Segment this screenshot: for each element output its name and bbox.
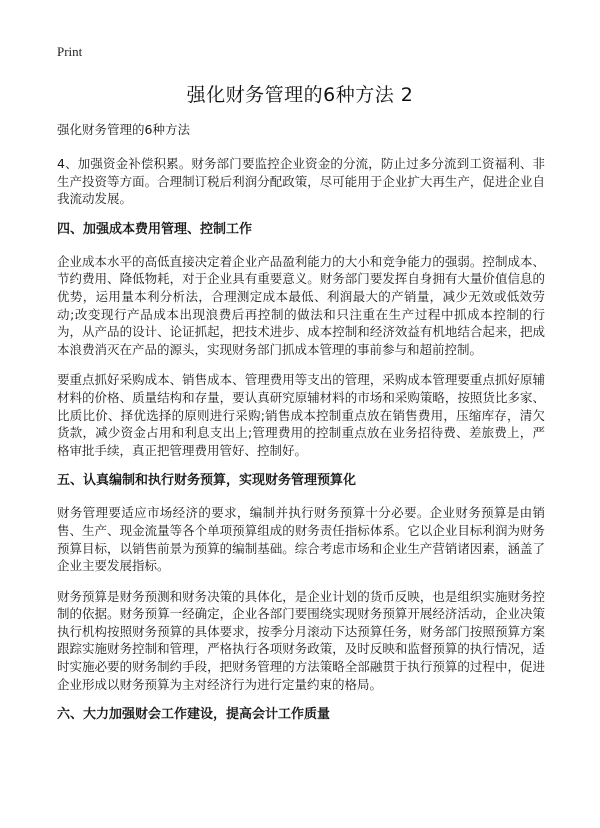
article-subtitle: 强化财务管理的6种方法 [57, 122, 190, 137]
section-heading-budgeting: 五、认真编制和执行财务预算，实现财务管理预算化 [57, 473, 357, 489]
section-heading-accounting-quality: 六、大力加强财会工作建设，提高会计工作质量 [57, 707, 331, 723]
paragraph-capital-accumulation: 4、加强资金补偿积累。财务部门要监控企业资金的分流，防止过多分流到工资福利、非生产投资等方面。合理制订税后利润分配政策，尽可能用于企业扩大再生产，促进企业自我流动发展。 [57, 156, 545, 207]
section-heading-cost-control: 四、加强成本费用管理、控制工作 [57, 221, 253, 237]
paragraph-budget-execution: 财务预算是财务预测和财务决策的具体化，是企业计划的货币反映，也是组织实施财务控制的依据。财务预算一经确定，企业各部门要围绕实现财务预算开展经济活动，企业决策执行机构按照财务预算的具体要求，按季分月滚动下达预算任务，财务部门按照预算方案跟踪实施财务控制和管理，严格执行各项财务政策，及时反映和监督预算的执行情况，适时实施必要的财务制约手段，把财务管理的方法策略全部融贯于执行预算的过程中，促进企业形成以财务预算为主对经济行为进行定量约束的格局。 [57, 588, 545, 692]
paragraph-cost-level: 企业成本水平的高低直接决定着企业产品盈利能力的大小和竞争能力的强弱。控制成本、节约费用、降低物耗，对于企业具有重要意义。财务部门要发挥自身拥有大量价值信息的优势，运用量本利分析法，合理测定成本最低、利润最大的产销量，减少无效或低效劳动;改变现行产品成本出现浪费后再控制的做法和只注重在生产过程中抓成本控制的行为，从产品的设计、论证抓起，把技术进步、成本控制和经济效益有机地结合起来，把成本浪费消灭在产品的源头，实现财务部门抓成本管理的事前参与和超前控制。 [57, 253, 545, 357]
article-body [57, 121, 545, 738]
paragraph-procurement-costs: 要重点抓好采购成本、销售成本、管理费用等支出的管理，采购成本管理要重点抓好原辅材料的价格、质量结构和存量，要认真研究原辅材料的市场和采购策略，按照货比多家、比质比价、择优选择的原则进行采购;销售成本控制重点放在销售费用，压缩库存，清欠货款，减少资金占用和利息支出上;管理费用的控制重点放在业务招待费、差旅费上，严格审批手续，真正把管理费用管好、控制好。 [57, 372, 545, 458]
paragraph-budget-requirements: 财务管理要适应市场经济的要求，编制并执行财务预算十分必要。企业财务预算是由销售、生产、现金流量等各个单项预算组成的财务责任指标体系。它以企业目标利润为财务预算目标，以销售前景为预算的编制基础。综合考虑市场和企业生产营销诸因素，涵盖了企业主要发展指标。 [57, 505, 545, 574]
print-link[interactable]: Print [57, 44, 83, 59]
page-title: 强化财务管理的6种方法 2 [186, 84, 414, 106]
